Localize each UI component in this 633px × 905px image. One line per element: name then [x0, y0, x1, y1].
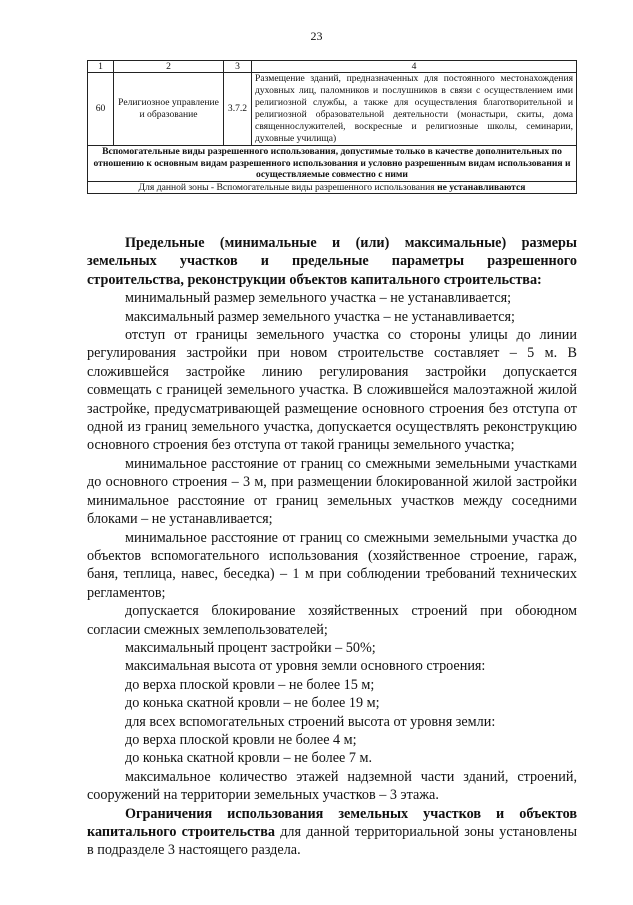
paragraph: допускается блокирование хозяйственных строений при обоюдном согласии смежных землепользователей;: [87, 603, 577, 638]
header-cell: 1: [88, 61, 114, 73]
parameters-section: [87, 234, 577, 860]
paragraph: максимальная высота от уровня земли основного строения:: [125, 658, 486, 675]
table-header-row: [88, 61, 577, 73]
aux-uses-note: [88, 181, 577, 194]
paragraph: до конька скатной кровли – не более 7 м.: [125, 750, 373, 767]
aux-uses-title: Вспомогательные виды разрешенного использования, допустимые только в качестве дополнительных по отношению к основным видам разрешенного использования и условно разрешенным видам использования и осуществляемые совместно с ними: [88, 146, 577, 182]
paragraph: максимальный процент застройки – 50%;: [125, 639, 376, 656]
paragraph: минимальное расстояние от границ со смежными земельными участка до объектов вспомогательного использования (хозяйственное строение, гараж, баня, теплица, навес, беседка) – 1 м при соблюдении требований технических регламентов;: [87, 529, 577, 601]
aux-note-prefix: Для данной зоны - Вспомогательные виды разрешенного использования: [138, 181, 438, 193]
page-number: 23: [310, 29, 323, 43]
use-type-code: 3.7.2: [224, 73, 252, 146]
aux-title-row: [88, 146, 577, 182]
aux-note-bold: не устанавливаются: [437, 181, 526, 193]
use-type-description: Размещение зданий, предназначенных для постоянного местонахождения духовных лиц, паломников и послушников в связи с осуществлением ими религиозной службы, а также для осуществления благотворительной и религиозной образовательной деятельности (монастыри, скиты, дома священнослужителей, воскресные и религиозные школы, семинарии, духовные училища): [252, 73, 577, 146]
paragraph: минимальный размер земельного участка – не устанавливается;: [125, 290, 512, 307]
paragraph: для всех вспомогательных строений высота от уровня земли:: [125, 713, 496, 730]
final-paragraph: [87, 805, 577, 860]
paragraph: до конька скатной кровли – не более 19 м;: [125, 695, 380, 712]
table-row: [88, 73, 577, 146]
paragraph: минимальное расстояние от границ со смежными земельными участками до основного строения – 3 м, при размещении блокированной жилой застройки минимальное расстояние от границ земельных участков между соседними блоками – не устанавливается;: [87, 455, 577, 528]
row-number: 60: [88, 73, 114, 146]
paragraph: до верха плоской кровли не более 4 м;: [125, 731, 357, 748]
land-use-table: [87, 60, 577, 194]
final-bold-text: Ограничения использования земельных участков и объектов капитального строительства: [87, 805, 577, 840]
paragraph: максимальный размер земельного участка – не устанавливается;: [125, 308, 515, 325]
final-rest-text: для данной территориальной зоны установлены в подразделе 3 настоящего раздела.: [87, 824, 577, 859]
aux-note-row: [88, 181, 577, 194]
header-cell: 2: [114, 61, 224, 73]
paragraph: до верха плоской кровли – не более 15 м;: [125, 676, 375, 693]
header-cell: 3: [224, 61, 252, 73]
use-type-name: Религиозное управление и образование: [114, 73, 224, 146]
paragraph: максимальное количество этажей надземной части зданий, строений, сооружений на территории земельных участков – 3 этажа.: [87, 768, 577, 804]
header-cell: 4: [252, 61, 577, 73]
section-heading: Предельные (минимальные и (или) максимальные) размеры земельных участков и предельные параметры разрешенного строительства, реконструкции объектов капитального строительства:: [87, 235, 577, 288]
paragraph: отступ от границы земельного участка со стороны улицы до линии регулирования застройки при новом строительстве составляет – 5 м. В сложившейся застройке линию регулирования застройки допускается совмещать с границей земельного участка. В сложившейся малоэтажной жилой застройке, предусматривающей размещение основного строения без отступа от одной из границ земельного участка, допускается осуществлять реконструкцию основного строения без отступа от такой границы земельного участка;: [87, 327, 577, 454]
